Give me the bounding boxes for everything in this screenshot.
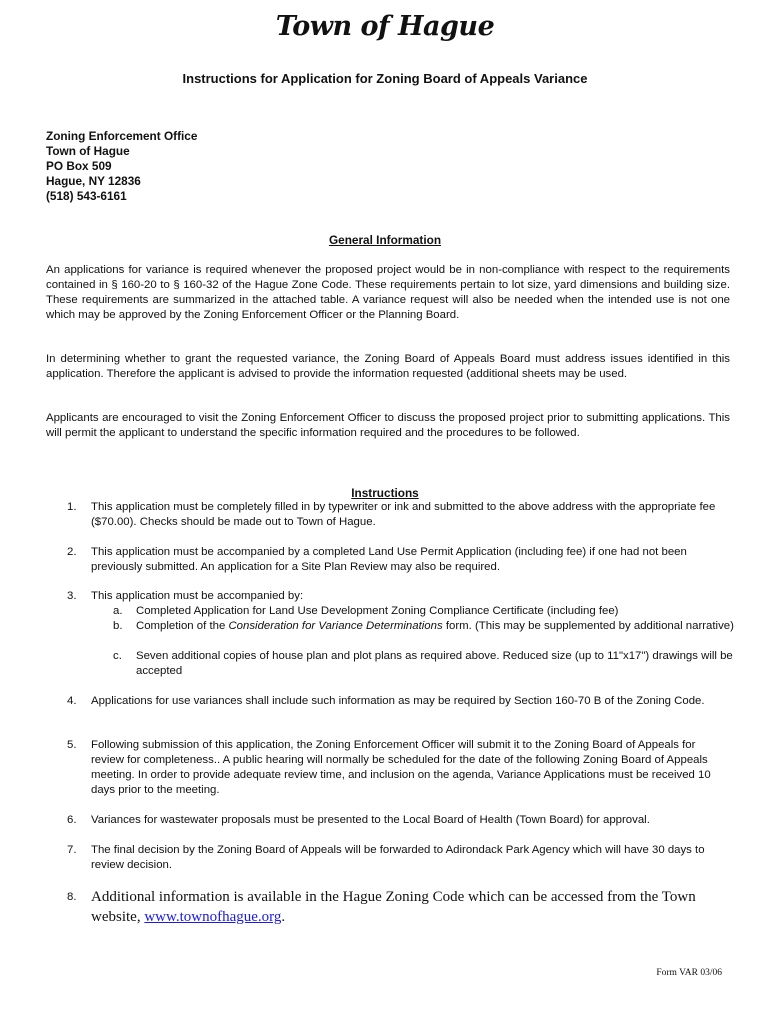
office-address	[46, 129, 197, 204]
item-text: This application must be completely filled in by typewriter or ink and submitted to the above address with the appropriate fee ($70.00). Checks should be made out to Town of Hague.	[91, 501, 716, 528]
general-paragraph-3: Applicants are encouraged to visit the Zoning Enforcement Officer to discuss the proposed project prior to submitting applications. This will permit the applicant to understand the specific information required and the procedures to be followed.	[46, 412, 730, 439]
town-website-link[interactable]: www.townofhague.org	[144, 909, 282, 925]
item-text: This application must be accompanied by:	[91, 590, 304, 602]
item-number: 6.	[67, 814, 77, 826]
address-line: PO Box 509	[46, 159, 112, 173]
town-logo: Town of Hague	[275, 11, 495, 42]
sub-item-letter: a.	[113, 605, 123, 617]
sub-item-letter: b.	[113, 620, 123, 632]
item-number: 8.	[67, 891, 77, 903]
address-line: Hague, NY 12836	[46, 174, 141, 188]
item-number: 1.	[67, 501, 77, 513]
address-phone: (518) 543-6161	[46, 189, 127, 203]
sub-item-text: Completion of the Consideration for Variance Determinations form. (This may be supplemented by additional narrative)	[136, 620, 734, 632]
form-name-emphasis: Consideration for Variance Determinations	[228, 620, 443, 632]
item-number: 7.	[67, 844, 77, 856]
general-heading: General Information	[328, 233, 442, 247]
general-paragraph-1: An applications for variance is required whenever the proposed project would be in non-compliance with respect to the requirements contained in § 160-20 to § 160-32 of the Hague Zone Code. These requirements pertain to lot size, yard dimensions and building size. These requirements are summarized in the attached table. A variance request will also be needed when the intended use is not one which may be approved by the Zoning Enforcement Officer or the Planning Board.	[46, 264, 730, 321]
item-text: Applications for use variances shall include such information as may be required by Section 160-70 B of the Zoning Code.	[91, 695, 705, 707]
instructions-heading: Instructions	[351, 486, 419, 500]
item-text: Variances for wastewater proposals must be presented to the Local Board of Health (Town Board) for approval.	[91, 814, 650, 826]
item-text: Additional information is available in the Hague Zoning Code which can be accessed from the Town website, www.townofhague.org.	[91, 889, 696, 925]
item-number: 4.	[67, 695, 77, 707]
sub-item-text: Completed Application for Land Use Development Zoning Compliance Certificate (including fee)	[136, 605, 619, 617]
form-code: Form VAR 03/06	[656, 968, 722, 978]
address-line: Town of Hague	[46, 144, 130, 158]
item-number: 2.	[67, 546, 77, 558]
page-title: Instructions for Application for Zoning Board of Appeals Variance	[182, 71, 588, 86]
item-number: 5.	[67, 739, 77, 751]
item-number: 3.	[67, 590, 77, 602]
sub-item-letter: c.	[113, 650, 122, 662]
general-paragraph-2: In determining whether to grant the requested variance, the Zoning Board of Appeals Board must address issues identified in this application. Therefore the applicant is advised to provide the information requested (additional sheets may be used.	[46, 353, 730, 380]
item-text: This application must be accompanied by a completed Land Use Permit Application (including fee) if one had not been previously submitted. An application for a Site Plan Review may also be required.	[91, 546, 687, 573]
address-line: Zoning Enforcement Office	[46, 129, 198, 143]
item-text: The final decision by the Zoning Board of Appeals will be forwarded to Adirondack Park Agency which will have 30 days to review decision.	[91, 844, 705, 871]
item-text: Following submission of this application, the Zoning Enforcement Officer will submit it to the Zoning Board of Appeals for review for completeness.. A public hearing will normally be scheduled for the date of the following Zoning Board of Appeals meeting. In order to provide adequate review time, and inclusion on the agenda, Variance Applications must be received 10 days prior to the meeting.	[91, 739, 711, 796]
sub-item-text: Seven additional copies of house plan and plot plans as required above. Reduced size (up to 11"x17") drawings will be accepted	[136, 650, 733, 677]
